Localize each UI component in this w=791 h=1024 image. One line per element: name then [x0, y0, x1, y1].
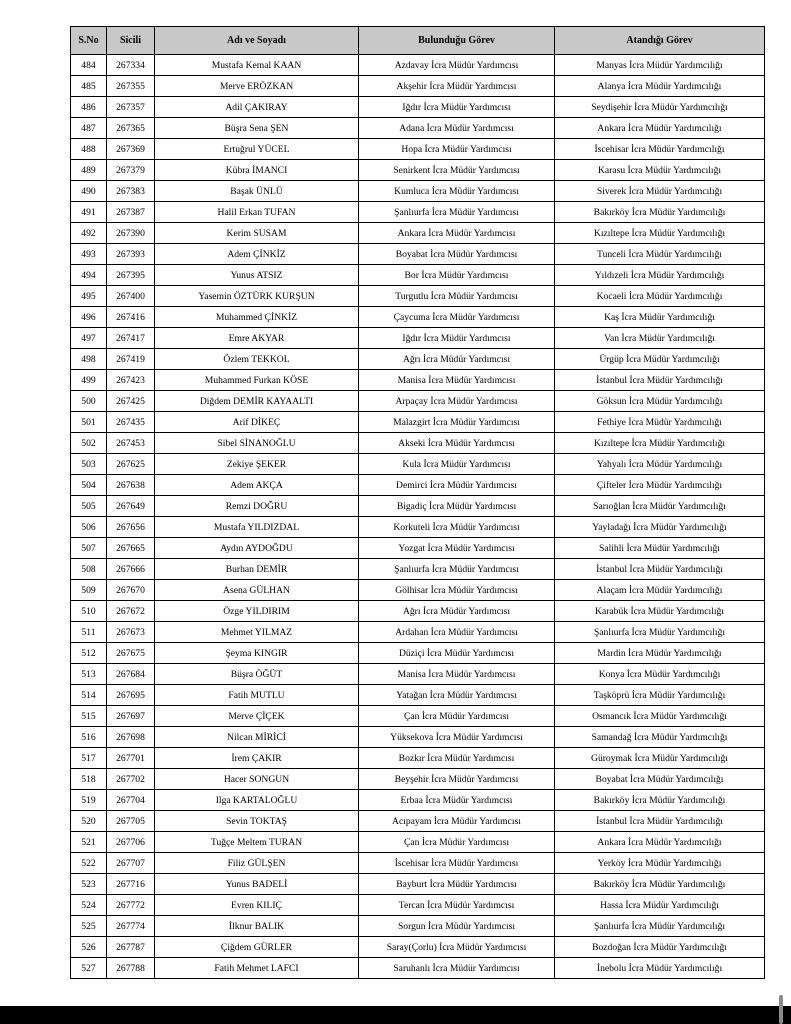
cell-current-position: Manisa İcra Müdür Yardımcısı: [359, 370, 555, 391]
cell-assigned-position: Yerköy İcra Müdür Yardımcılığı: [555, 853, 765, 874]
cell-sno: 497: [71, 328, 107, 349]
cell-name: Yunus BADELİ: [155, 874, 359, 895]
table-row: [71, 874, 765, 895]
table-body: [71, 55, 765, 979]
cell-current-position: Kumluca İcra Müdür Yardımcısı: [359, 181, 555, 202]
cell-sicil: 267666: [107, 559, 155, 580]
table-row: [71, 790, 765, 811]
cell-sicil: 267702: [107, 769, 155, 790]
table-row: [71, 559, 765, 580]
cell-current-position: Çan İcra Müdür Yardımcısı: [359, 832, 555, 853]
cell-name: Nilcan MİRİCİ: [155, 727, 359, 748]
table-row: [71, 265, 765, 286]
assignment-table: [70, 26, 765, 979]
table-row: [71, 895, 765, 916]
cell-sicil: 267788: [107, 958, 155, 979]
cell-assigned-position: İstanbul İcra Müdür Yardımcılığı: [555, 811, 765, 832]
cell-current-position: Saray(Çorlu) İcra Müdür Yardımcısı: [359, 937, 555, 958]
cell-current-position: Iğdır İcra Müdür Yardımcısı: [359, 97, 555, 118]
table-row: [71, 454, 765, 475]
cell-sicil: 267416: [107, 307, 155, 328]
cell-assigned-position: Bakırköy İcra Müdür Yardımcılığı: [555, 874, 765, 895]
cell-current-position: Ankara İcra Müdür Yardımcısı: [359, 223, 555, 244]
cell-name: Kerim SUSAM: [155, 223, 359, 244]
cell-current-position: Kula İcra Müdür Yardımcısı: [359, 454, 555, 475]
cell-sno: 504: [71, 475, 107, 496]
cell-sno: 521: [71, 832, 107, 853]
table-row: [71, 937, 765, 958]
cell-sicil: 267649: [107, 496, 155, 517]
cell-assigned-position: Konya İcra Müdür Yardımcılığı: [555, 664, 765, 685]
cell-assigned-position: Kocaeli İcra Müdür Yardımcılığı: [555, 286, 765, 307]
cell-sicil: 267670: [107, 580, 155, 601]
cell-current-position: Şanlıurfa İcra Müdür Yardımcısı: [359, 202, 555, 223]
cell-sno: 492: [71, 223, 107, 244]
cell-name: Sibel SİNANOĞLU: [155, 433, 359, 454]
cell-current-position: Çan İcra Müdür Yardımcısı: [359, 706, 555, 727]
cell-assigned-position: Seydişehir İcra Müdür Yardımcılığı: [555, 97, 765, 118]
cell-assigned-position: Taşköprü İcra Müdür Yardımcılığı: [555, 685, 765, 706]
cell-sno: 507: [71, 538, 107, 559]
cell-name: Mustafa YILDIZDAL: [155, 517, 359, 538]
cell-current-position: Ağrı İcra Müdür Yardımcısı: [359, 601, 555, 622]
table-row: [71, 391, 765, 412]
cell-name: Filiz GÜLŞEN: [155, 853, 359, 874]
cell-current-position: Arpaçay İcra Müdür Yardımcısı: [359, 391, 555, 412]
cell-current-position: Yüksekova İcra Müdür Yardımcısı: [359, 727, 555, 748]
header-name: Adı ve Soyadı: [155, 27, 359, 55]
table-row: [71, 307, 765, 328]
table-row: [71, 160, 765, 181]
cell-sno: 496: [71, 307, 107, 328]
cell-assigned-position: Kaş İcra Müdür Yardımcılığı: [555, 307, 765, 328]
cell-name: Sevin TOKTAŞ: [155, 811, 359, 832]
cell-current-position: Bigadiç İcra Müdür Yardımcısı: [359, 496, 555, 517]
cell-sicil: 267365: [107, 118, 155, 139]
cell-assigned-position: İstanbul İcra Müdür Yardımcılığı: [555, 559, 765, 580]
cell-sicil: 267697: [107, 706, 155, 727]
cell-name: Adem AKÇA: [155, 475, 359, 496]
cell-name: Hacer SONGUN: [155, 769, 359, 790]
cell-sno: 526: [71, 937, 107, 958]
cell-assigned-position: Mardin İcra Müdür Yardımcılığı: [555, 643, 765, 664]
cell-current-position: Ardahan İcra Müdür Yardımcısı: [359, 622, 555, 643]
cell-sno: 503: [71, 454, 107, 475]
cell-sno: 491: [71, 202, 107, 223]
cell-name: Burhan DEMİR: [155, 559, 359, 580]
cell-sno: 516: [71, 727, 107, 748]
cell-assigned-position: Karasu İcra Müdür Yardımcılığı: [555, 160, 765, 181]
cell-name: Adil ÇAKIRAY: [155, 97, 359, 118]
cell-sno: 519: [71, 790, 107, 811]
cell-assigned-position: Tunceli İcra Müdür Yardımcılığı: [555, 244, 765, 265]
cell-sicil: 267673: [107, 622, 155, 643]
cell-name: Şeyma KINGIR: [155, 643, 359, 664]
table-row: [71, 223, 765, 244]
cell-sicil: 267453: [107, 433, 155, 454]
cell-sno: 499: [71, 370, 107, 391]
cell-assigned-position: Alaçam İcra Müdür Yardımcılığı: [555, 580, 765, 601]
cell-assigned-position: Van İcra Müdür Yardımcılığı: [555, 328, 765, 349]
table-row: [71, 706, 765, 727]
cell-current-position: Iğdır İcra Müdür Yardımcısı: [359, 328, 555, 349]
cell-assigned-position: Alanya İcra Müdür Yardımcılığı: [555, 76, 765, 97]
cell-sicil: 267787: [107, 937, 155, 958]
cell-assigned-position: Ankara İcra Müdür Yardımcılığı: [555, 832, 765, 853]
cell-current-position: Şanlıurfa İcra Müdür Yardımcısı: [359, 559, 555, 580]
table-row: [71, 55, 765, 76]
cell-sno: 502: [71, 433, 107, 454]
cell-sicil: 267419: [107, 349, 155, 370]
table-row: [71, 475, 765, 496]
header-sno: S.No: [71, 27, 107, 55]
cell-name: Asena GÜLHAN: [155, 580, 359, 601]
cell-sicil: 267390: [107, 223, 155, 244]
cell-sicil: 267387: [107, 202, 155, 223]
cell-sicil: 267425: [107, 391, 155, 412]
cell-assigned-position: Çifteler İcra Müdür Yardımcılığı: [555, 475, 765, 496]
cell-sno: 523: [71, 874, 107, 895]
cell-sicil: 267684: [107, 664, 155, 685]
cell-current-position: Azdavay İcra Müdür Yardımcısı: [359, 55, 555, 76]
cell-current-position: Saruhanlı İcra Müdür Yardımcısı: [359, 958, 555, 979]
table-row: [71, 349, 765, 370]
table-row: [71, 601, 765, 622]
cell-assigned-position: Bakırköy İcra Müdür Yardımcılığı: [555, 202, 765, 223]
cell-current-position: Malazgirt İcra Müdür Yardımcısı: [359, 412, 555, 433]
table-row: [71, 664, 765, 685]
cell-sno: 525: [71, 916, 107, 937]
cell-sno: 522: [71, 853, 107, 874]
cell-sicil: 267393: [107, 244, 155, 265]
cell-name: Mustafa Kemal KAAN: [155, 55, 359, 76]
cell-current-position: Akşehir İcra Müdür Yardımcısı: [359, 76, 555, 97]
cell-current-position: Yatağan İcra Müdür Yardımcısı: [359, 685, 555, 706]
table-row: [71, 853, 765, 874]
cell-sno: 500: [71, 391, 107, 412]
cell-current-position: Yozgat İcra Müdür Yardımcısı: [359, 538, 555, 559]
cell-current-position: Senirkent İcra Müdür Yardımcısı: [359, 160, 555, 181]
cell-current-position: Tercan İcra Müdür Yardımcısı: [359, 895, 555, 916]
cell-name: Yunus ATSIZ: [155, 265, 359, 286]
cell-assigned-position: Şanlıurfa İcra Müdür Yardımcılığı: [555, 622, 765, 643]
table-row: [71, 580, 765, 601]
table-row: [71, 517, 765, 538]
cell-current-position: Sorgun İcra Müdür Yardımcısı: [359, 916, 555, 937]
cell-sicil: 267705: [107, 811, 155, 832]
cell-sicil: 267417: [107, 328, 155, 349]
cell-sicil: 267707: [107, 853, 155, 874]
cell-sicil: 267656: [107, 517, 155, 538]
cell-sicil: 267774: [107, 916, 155, 937]
table-row: [71, 412, 765, 433]
cell-name: Aydın AYDOĞDU: [155, 538, 359, 559]
cell-name: Arif DİKEÇ: [155, 412, 359, 433]
table-row: [71, 181, 765, 202]
cell-sno: 515: [71, 706, 107, 727]
table-row: [71, 832, 765, 853]
cell-assigned-position: Sarıoğlan İcra Müdür Yardımcılığı: [555, 496, 765, 517]
cell-current-position: Çaycuma İcra Müdür Yardımcısı: [359, 307, 555, 328]
cell-assigned-position: Yıldızeli İcra Müdür Yardımcılığı: [555, 265, 765, 286]
cell-sno: 506: [71, 517, 107, 538]
cell-name: İrem ÇAKIR: [155, 748, 359, 769]
cell-name: Başak ÜNLÜ: [155, 181, 359, 202]
cell-name: Muhammed Furkan KÖSE: [155, 370, 359, 391]
cell-current-position: Turgutlu İcra Müdür Yardımcısı: [359, 286, 555, 307]
cell-assigned-position: Yahyalı İcra Müdür Yardımcılığı: [555, 454, 765, 475]
header-current-position: Bulunduğu Görev: [359, 27, 555, 55]
cell-sno: 501: [71, 412, 107, 433]
cell-sno: 509: [71, 580, 107, 601]
cell-sno: 527: [71, 958, 107, 979]
cell-sno: 494: [71, 265, 107, 286]
cell-current-position: Ağrı İcra Müdür Yardımcısı: [359, 349, 555, 370]
cell-name: Kübra İMANCI: [155, 160, 359, 181]
cell-name: Fatih MUTLU: [155, 685, 359, 706]
cell-name: Mehmet YILMAZ: [155, 622, 359, 643]
cell-sno: 512: [71, 643, 107, 664]
table-row: [71, 370, 765, 391]
cell-assigned-position: Osmancık İcra Müdür Yardımcılığı: [555, 706, 765, 727]
cell-current-position: Adana İcra Müdür Yardımcısı: [359, 118, 555, 139]
cell-name: Büşra Sena ŞEN: [155, 118, 359, 139]
cell-name: Özge YILDIRIM: [155, 601, 359, 622]
table-row: [71, 286, 765, 307]
cell-sicil: 267698: [107, 727, 155, 748]
cell-assigned-position: Samandağ İcra Müdür Yardımcılığı: [555, 727, 765, 748]
cell-sicil: 267772: [107, 895, 155, 916]
cell-sicil: 267395: [107, 265, 155, 286]
cell-sno: 493: [71, 244, 107, 265]
table-row: [71, 433, 765, 454]
cell-assigned-position: Güroymak İcra Müdür Yardımcılığı: [555, 748, 765, 769]
cell-sicil: 267357: [107, 97, 155, 118]
cell-assigned-position: Bozdoğan İcra Müdür Yardımcılığı: [555, 937, 765, 958]
table-row: [71, 139, 765, 160]
cell-sno: 510: [71, 601, 107, 622]
table-row: [71, 643, 765, 664]
cell-name: Zekiye ŞEKER: [155, 454, 359, 475]
table-row: [71, 916, 765, 937]
cell-sno: 513: [71, 664, 107, 685]
table-row: [71, 97, 765, 118]
cell-name: Remzi DOĞRU: [155, 496, 359, 517]
cell-sicil: 267383: [107, 181, 155, 202]
cell-sicil: 267638: [107, 475, 155, 496]
table-row: [71, 727, 765, 748]
cell-sno: 505: [71, 496, 107, 517]
cell-assigned-position: İscehisar İcra Müdür Yardımcılığı: [555, 139, 765, 160]
cell-assigned-position: Hassa İcra Müdür Yardımcılığı: [555, 895, 765, 916]
cell-current-position: Erbaa İcra Müdür Yardımcısı: [359, 790, 555, 811]
cell-current-position: Bozkır İcra Müdür Yardımcısı: [359, 748, 555, 769]
cell-sno: 520: [71, 811, 107, 832]
cell-assigned-position: Göksun İcra Müdür Yardımcılığı: [555, 391, 765, 412]
cell-sno: 486: [71, 97, 107, 118]
table-row: [71, 538, 765, 559]
cell-current-position: Beyşehir İcra Müdür Yardımcısı: [359, 769, 555, 790]
cell-sno: 524: [71, 895, 107, 916]
table-row: [71, 118, 765, 139]
cell-sicil: 267625: [107, 454, 155, 475]
cell-sno: 489: [71, 160, 107, 181]
cell-assigned-position: Yayladağı İcra Müdür Yardımcılığı: [555, 517, 765, 538]
cell-name: Fatih Mehmet LAFCI: [155, 958, 359, 979]
table-row: [71, 685, 765, 706]
cell-assigned-position: Ürgüp İcra Müdür Yardımcılığı: [555, 349, 765, 370]
cell-assigned-position: Kızıltepe İcra Müdür Yardımcılığı: [555, 223, 765, 244]
cell-current-position: Akseki İcra Müdür Yardımcısı: [359, 433, 555, 454]
cell-assigned-position: İnebolu İcra Müdür Yardımcılığı: [555, 958, 765, 979]
cell-sicil: 267716: [107, 874, 155, 895]
table-row: [71, 202, 765, 223]
cell-assigned-position: Boyabat İcra Müdür Yardımcılığı: [555, 769, 765, 790]
cell-name: Adem ÇİNKİZ: [155, 244, 359, 265]
cell-assigned-position: Bakırköy İcra Müdür Yardımcılığı: [555, 790, 765, 811]
cell-sicil: 267704: [107, 790, 155, 811]
header-assigned-position: Atandığı Görev: [555, 27, 765, 55]
cell-name: Emre AKYAR: [155, 328, 359, 349]
cell-assigned-position: Manyas İcra Müdür Yardımcılığı: [555, 55, 765, 76]
cell-name: İlknur BALIK: [155, 916, 359, 937]
cell-sicil: 267695: [107, 685, 155, 706]
table-row: [71, 496, 765, 517]
cell-current-position: Hopa İcra Müdür Yardımcısı: [359, 139, 555, 160]
cell-name: Ilga KARTALOĞLU: [155, 790, 359, 811]
table-row: [71, 769, 765, 790]
table-row: [71, 958, 765, 979]
cell-current-position: Korkuteli İcra Müdür Yardımcısı: [359, 517, 555, 538]
cell-sno: 514: [71, 685, 107, 706]
table-header-row: [71, 27, 765, 55]
cell-name: Diğdem DEMİR KAYAALTI: [155, 391, 359, 412]
cell-sicil: 267423: [107, 370, 155, 391]
cell-assigned-position: Salihli İcra Müdür Yardımcılığı: [555, 538, 765, 559]
cell-sicil: 267355: [107, 76, 155, 97]
cell-name: Özlem TEKKOL: [155, 349, 359, 370]
cell-sno: 511: [71, 622, 107, 643]
cell-name: Ertuğrul YÜCEL: [155, 139, 359, 160]
cell-current-position: Manisa İcra Müdür Yardımcısı: [359, 664, 555, 685]
cell-sicil: 267369: [107, 139, 155, 160]
header-sicil: Sicili: [107, 27, 155, 55]
cell-current-position: Düziçi İcra Müdür Yardımcısı: [359, 643, 555, 664]
cell-sicil: 267706: [107, 832, 155, 853]
cell-sno: 508: [71, 559, 107, 580]
cell-sno: 517: [71, 748, 107, 769]
cell-sno: 488: [71, 139, 107, 160]
table-row: [71, 244, 765, 265]
table-row: [71, 811, 765, 832]
table-row: [71, 76, 765, 97]
cell-sno: 485: [71, 76, 107, 97]
cell-current-position: Gölhisar İcra Müdür Yardımcısı: [359, 580, 555, 601]
cell-sicil: 267665: [107, 538, 155, 559]
cell-sno: 498: [71, 349, 107, 370]
cell-sicil: 267435: [107, 412, 155, 433]
cell-name: Evren KILIÇ: [155, 895, 359, 916]
cell-sno: 495: [71, 286, 107, 307]
cell-sicil: 267672: [107, 601, 155, 622]
cell-sicil: 267701: [107, 748, 155, 769]
cell-sicil: 267675: [107, 643, 155, 664]
cell-assigned-position: Kızıltepe İcra Müdür Yardımcılığı: [555, 433, 765, 454]
cell-name: Halil Erkan TUFAN: [155, 202, 359, 223]
cell-current-position: Bayburt İcra Müdür Yardımcısı: [359, 874, 555, 895]
cell-current-position: Acıpayam İcra Müdür Yardımcısı: [359, 811, 555, 832]
cell-current-position: Boyabat İcra Müdür Yardımcısı: [359, 244, 555, 265]
cell-sicil: 267400: [107, 286, 155, 307]
cell-assigned-position: Siverek İcra Müdür Yardımcılığı: [555, 181, 765, 202]
cell-name: Çiğdem GÜRLER: [155, 937, 359, 958]
cell-name: Merve ERÖZKAN: [155, 76, 359, 97]
cell-name: Merve ÇİÇEK: [155, 706, 359, 727]
table-row: [71, 748, 765, 769]
scrollbar-thumb[interactable]: [779, 995, 783, 1024]
cell-assigned-position: Fethiye İcra Müdür Yardımcılığı: [555, 412, 765, 433]
cell-current-position: Demirci İcra Müdür Yardımcısı: [359, 475, 555, 496]
cell-sicil: 267334: [107, 55, 155, 76]
cell-assigned-position: Şanlıurfa İcra Müdür Yardımcılığı: [555, 916, 765, 937]
cell-assigned-position: Karabük İcra Müdür Yardımcılığı: [555, 601, 765, 622]
cell-current-position: İscehisar İcra Müdür Yardımcısı: [359, 853, 555, 874]
table-row: [71, 328, 765, 349]
cell-assigned-position: İstanbul İcra Müdür Yardımcılığı: [555, 370, 765, 391]
cell-sno: 490: [71, 181, 107, 202]
cell-name: Yasemin ÖZTÜRK KURŞUN: [155, 286, 359, 307]
cell-name: Muhammed ÇİNKİZ: [155, 307, 359, 328]
cell-name: Tuğçe Meltem TURAN: [155, 832, 359, 853]
cell-current-position: Bor İcra Müdür Yardımcısı: [359, 265, 555, 286]
cell-sno: 487: [71, 118, 107, 139]
cell-assigned-position: Ankara İcra Müdür Yardımcılığı: [555, 118, 765, 139]
cell-sicil: 267379: [107, 160, 155, 181]
cell-sno: 484: [71, 55, 107, 76]
cell-sno: 518: [71, 769, 107, 790]
table-row: [71, 622, 765, 643]
cell-name: Büşra ÖĞÜT: [155, 664, 359, 685]
